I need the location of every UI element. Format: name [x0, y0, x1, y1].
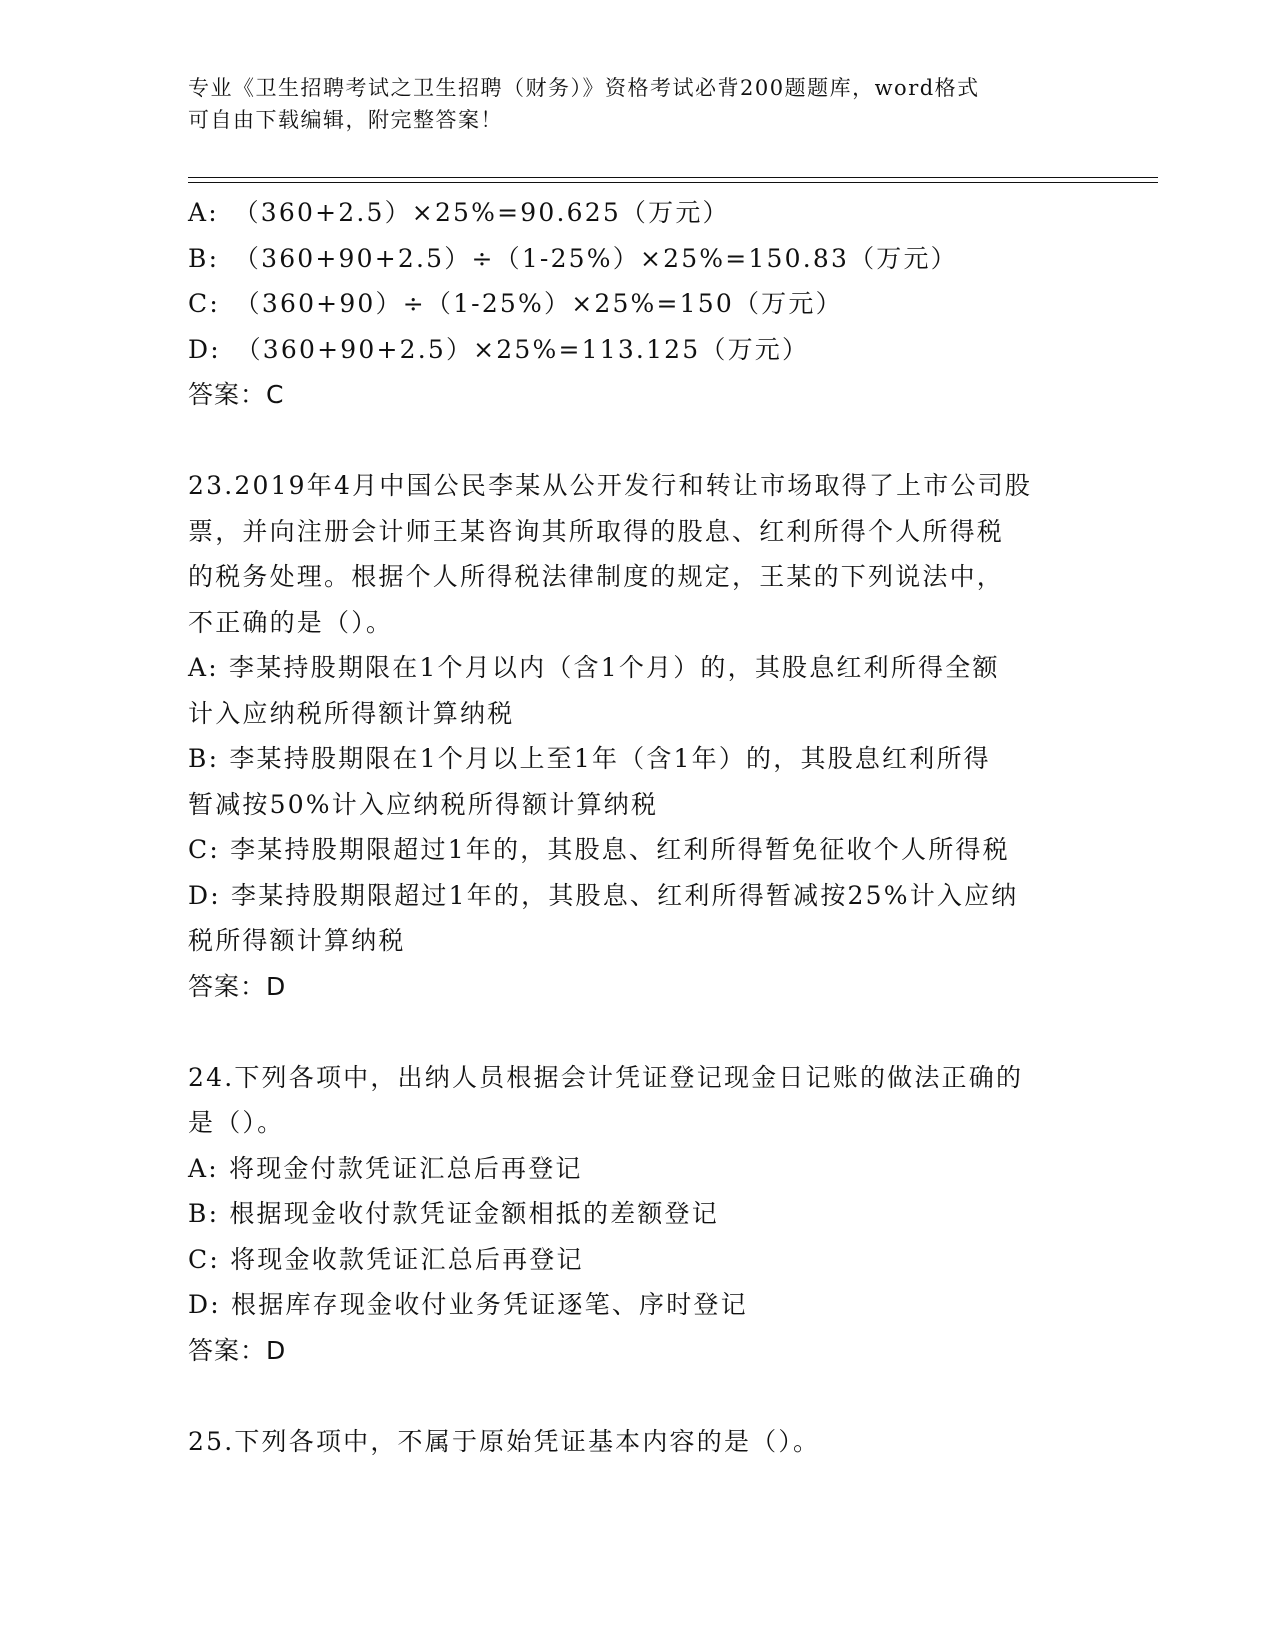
header-line: 可自由下载编辑，附完整答案！	[188, 108, 503, 132]
option-d: D: （360+90+2.5）×25%=113.125（万元）	[188, 334, 810, 364]
header-divider-top	[188, 177, 1158, 178]
option-a-continued: 计入应纳税所得额计算纳税	[188, 698, 515, 728]
option-d: D: 根据库存现金收付业务凭证逐笔、序时登记	[188, 1290, 748, 1319]
option-b: B: （360+90+2.5）÷（1-25%）×25%=150.83（万元）	[188, 243, 958, 273]
header-divider-bottom	[188, 182, 1158, 183]
option-c: C: 将现金收款凭证汇总后再登记	[188, 1244, 584, 1274]
answer: 答案：D	[188, 1335, 287, 1365]
question-22	[188, 190, 1088, 418]
spacer	[188, 418, 1088, 464]
option-c: C: 李某持股期限超过1年的，其股息、红利所得暂免征收个人所得税	[188, 835, 1010, 864]
question-stem: 23.2019年4月中国公民李某从公开发行和转让市场取得了上市公司股	[188, 471, 1033, 500]
option-d-continued: 税所得额计算纳税	[188, 926, 406, 955]
document-header	[188, 72, 1088, 136]
option-b: B: 根据现金收付款凭证金额相抵的差额登记	[188, 1199, 719, 1228]
question-stem: 24.下列各项中，出纳人员根据会计凭证登记现金日记账的做法正确的	[188, 1062, 1024, 1092]
option-c: C: （360+90）÷（1-25%）×25%=150（万元）	[188, 289, 843, 318]
question-content	[188, 190, 1088, 1464]
question-stem: 不正确的是（）。	[188, 607, 394, 637]
option-a: A: 李某持股期限在1个月以内（含1个月）的，其股息红利所得全额	[188, 653, 1000, 682]
question-stem: 票，并向注册会计师王某咨询其所取得的股息、红利所得个人所得税	[188, 516, 1005, 546]
question-24	[188, 1055, 1088, 1374]
option-b: B: 李某持股期限在1个月以上至1年（含1年）的，其股息红利所得	[188, 744, 991, 773]
header-line: 专业《卫生招聘考试之卫生招聘（财务）》资格考试必背200题题库，word格式	[188, 76, 980, 100]
answer: 答案：C	[188, 380, 285, 409]
option-a: A: （360+2.5）×25%=90.625（万元）	[188, 198, 730, 227]
question-25	[188, 1419, 1088, 1465]
answer: 答案：D	[188, 971, 287, 1001]
spacer	[188, 1009, 1088, 1055]
question-stem: 25.下列各项中，不属于原始凭证基本内容的是（）。	[188, 1426, 821, 1456]
question-stem: 是（）。	[188, 1108, 285, 1137]
question-stem: 的税务处理。根据个人所得税法律制度的规定，王某的下列说法中，	[188, 562, 1005, 591]
option-d: D: 李某持股期限超过1年的，其股息、红利所得暂减按25%计入应纳	[188, 880, 1019, 910]
question-23	[188, 463, 1088, 1009]
option-b-continued: 暂减按50%计入应纳税所得额计算纳税	[188, 789, 659, 819]
option-a: A: 将现金付款凭证汇总后再登记	[188, 1153, 583, 1183]
spacer	[188, 1373, 1088, 1419]
